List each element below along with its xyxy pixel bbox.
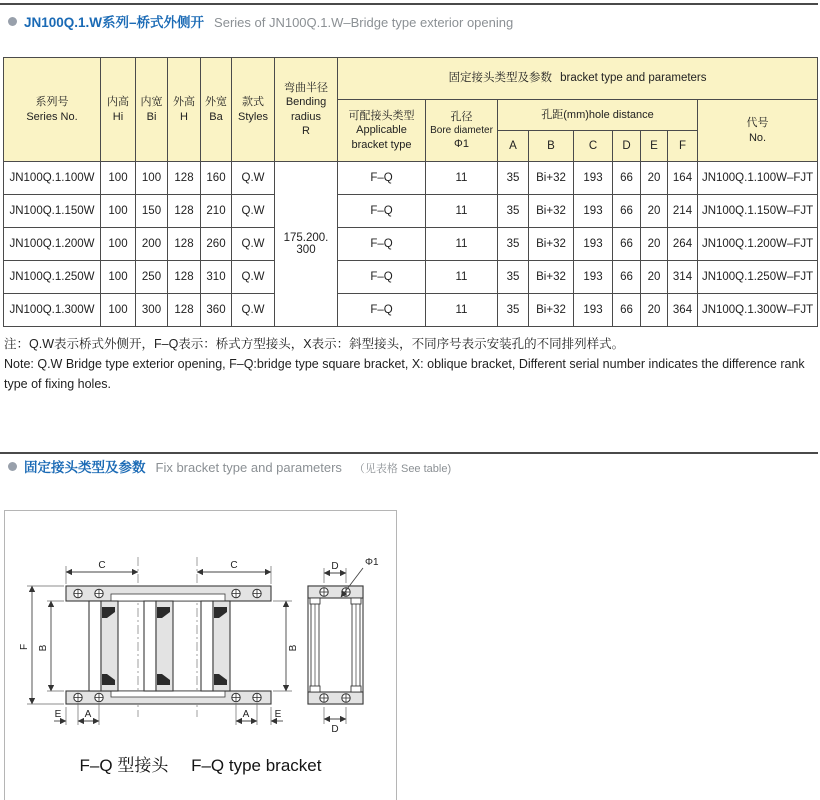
page-title (8, 11, 513, 31)
cell-c: 193 (574, 261, 613, 294)
col-header-series: 系列号 Series No. (4, 58, 101, 162)
cell-code: JN100Q.1.300W–FJT (698, 294, 818, 327)
cell-bore: 11 (426, 195, 498, 228)
section-divider-rule (0, 452, 818, 454)
cell-b: Bi+32 (529, 228, 574, 261)
cell-e: 20 (641, 228, 668, 261)
cell-e: 20 (641, 294, 668, 327)
cell-h: 128 (168, 228, 201, 261)
cell-a: 35 (498, 261, 529, 294)
cell-series: JN100Q.1.300W (4, 294, 101, 327)
top-divider-rule (0, 3, 818, 5)
cell-ba: 260 (201, 228, 232, 261)
dim-label-e-left: E (54, 709, 62, 720)
cell-c: 193 (574, 228, 613, 261)
spec-table (3, 57, 818, 327)
dim-label-phi1: Φ1 (365, 557, 379, 568)
section-title-note: （见表格 See table) (353, 463, 452, 475)
dim-label-b-right: B (288, 644, 299, 652)
col-header-f: F (668, 131, 698, 162)
cell-f: 364 (668, 294, 698, 327)
cell-b: Bi+32 (529, 162, 574, 195)
table-row (4, 162, 818, 195)
cell-series: JN100Q.1.250W (4, 261, 101, 294)
bullet-icon (8, 462, 17, 471)
cell-b: Bi+32 (529, 294, 574, 327)
col-header-applicable-bracket: 可配接头类型 Applicable bracket type (338, 100, 426, 162)
cell-code: JN100Q.1.150W–FJT (698, 195, 818, 228)
cell-ba: 360 (201, 294, 232, 327)
fq-bracket-drawing (5, 511, 396, 747)
col-header-bore-diameter: 孔径 Bore diameter Φ1 (426, 100, 498, 162)
col-header-bracket-group: 固定接头类型及参数 bracket type and parameters (338, 58, 818, 100)
cell-d: 66 (613, 162, 641, 195)
cell-f: 314 (668, 261, 698, 294)
cell-b: Bi+32 (529, 261, 574, 294)
cell-bore: 11 (426, 228, 498, 261)
cell-h: 128 (168, 195, 201, 228)
cell-ba: 310 (201, 261, 232, 294)
cell-code: JN100Q.1.100W–FJT (698, 162, 818, 195)
cell-ba: 160 (201, 162, 232, 195)
dim-label-c-left: C (98, 560, 106, 571)
cell-code: JN100Q.1.200W–FJT (698, 228, 818, 261)
cell-a: 35 (498, 162, 529, 195)
cell-f: 264 (668, 228, 698, 261)
col-header-inner-width: 内宽 Bi (136, 58, 168, 162)
cell-bracket: F–Q (338, 228, 426, 261)
cell-style: Q.W (232, 228, 275, 261)
col-header-code: 代号 No. (698, 100, 818, 162)
note-zh: 注：Q.W表示桥式外侧开，F–Q表示：桥式方型接头，X表示：斜型接头，不同序号表示安装孔的不同排列样式。 (4, 337, 625, 351)
cell-c: 193 (574, 162, 613, 195)
cell-bi: 250 (136, 261, 168, 294)
cell-bore: 11 (426, 261, 498, 294)
table-header-row (4, 58, 818, 100)
cell-bore: 11 (426, 294, 498, 327)
col-header-d: D (613, 131, 641, 162)
cell-series: JN100Q.1.100W (4, 162, 101, 195)
front-view (66, 586, 271, 704)
cell-bi: 300 (136, 294, 168, 327)
section-title-en: Fix bracket type and parameters (155, 460, 342, 475)
cell-b: Bi+32 (529, 195, 574, 228)
cell-h: 128 (168, 162, 201, 195)
cell-bending-radius: 175.200. 300 (275, 162, 338, 327)
cell-style: Q.W (232, 261, 275, 294)
col-header-b: B (529, 131, 574, 162)
cell-bracket: F–Q (338, 294, 426, 327)
cell-d: 66 (613, 195, 641, 228)
cell-style: Q.W (232, 162, 275, 195)
side-view (308, 586, 363, 704)
dim-label-c-right: C (230, 560, 238, 571)
page-title-zh: JN100Q.1.W系列–桥式外侧开 (24, 15, 205, 30)
col-header-e: E (641, 131, 668, 162)
cell-d: 66 (613, 228, 641, 261)
cell-a: 35 (498, 195, 529, 228)
cell-hi: 100 (101, 261, 136, 294)
diagram-caption-zh: F–Q 型接头 (79, 756, 169, 775)
cell-h: 128 (168, 294, 201, 327)
section-title-fix-bracket (8, 456, 451, 476)
col-header-bending-radius: 弯曲半径 Bending radius R (275, 58, 338, 162)
cell-series: JN100Q.1.200W (4, 228, 101, 261)
col-header-outer-height: 外高 H (168, 58, 201, 162)
cell-c: 193 (574, 195, 613, 228)
cell-d: 66 (613, 261, 641, 294)
note-en: Note: Q.W Bridge type exterior opening, F–Q:bridge type square bracket, X: oblique bracket, Different serial number indicates the difference rank type of fixing holes. (4, 357, 805, 391)
col-header-a: A (498, 131, 529, 162)
cell-bracket: F–Q (338, 195, 426, 228)
cell-c: 193 (574, 294, 613, 327)
notes (4, 334, 817, 394)
diagram-caption (5, 751, 396, 776)
cell-bi: 100 (136, 162, 168, 195)
bullet-icon (8, 17, 17, 26)
cell-style: Q.W (232, 294, 275, 327)
cell-code: JN100Q.1.250W–FJT (698, 261, 818, 294)
dim-label-a-left: A (84, 709, 92, 720)
col-header-styles: 款式 Styles (232, 58, 275, 162)
cell-f: 214 (668, 195, 698, 228)
cell-e: 20 (641, 162, 668, 195)
cell-f: 164 (668, 162, 698, 195)
diagram-box (4, 510, 397, 800)
cell-bi: 150 (136, 195, 168, 228)
table-row (4, 195, 818, 228)
cell-a: 35 (498, 294, 529, 327)
col-header-outer-width: 外宽 Ba (201, 58, 232, 162)
diagram-caption-en: F–Q type bracket (191, 756, 322, 775)
section-title-zh: 固定接头类型及参数 (24, 460, 146, 475)
cell-style: Q.W (232, 195, 275, 228)
cell-e: 20 (641, 261, 668, 294)
cell-h: 128 (168, 261, 201, 294)
dim-label-a-right: A (242, 709, 250, 720)
page-title-en: Series of JN100Q.1.W–Bridge type exterior opening (214, 15, 514, 30)
cell-ba: 210 (201, 195, 232, 228)
cell-e: 20 (641, 195, 668, 228)
cell-bore: 11 (426, 162, 498, 195)
table-row (4, 261, 818, 294)
cell-hi: 100 (101, 195, 136, 228)
cell-a: 35 (498, 228, 529, 261)
cell-d: 66 (613, 294, 641, 327)
dim-label-d-top: D (331, 561, 339, 572)
cell-bracket: F–Q (338, 261, 426, 294)
dim-label-f: F (19, 643, 30, 651)
cell-series: JN100Q.1.150W (4, 195, 101, 228)
dim-label-d-bottom: D (331, 724, 339, 735)
col-header-inner-height: 内高 Hi (101, 58, 136, 162)
dim-label-e-right: E (274, 709, 282, 720)
cell-bracket: F–Q (338, 162, 426, 195)
cell-hi: 100 (101, 162, 136, 195)
cell-hi: 100 (101, 294, 136, 327)
col-header-c: C (574, 131, 613, 162)
table-row (4, 228, 818, 261)
cell-bi: 200 (136, 228, 168, 261)
table-row (4, 294, 818, 327)
col-header-hole-distance: 孔距(mm)hole distance (498, 100, 698, 131)
dim-label-b-left: B (38, 644, 49, 652)
cell-hi: 100 (101, 228, 136, 261)
